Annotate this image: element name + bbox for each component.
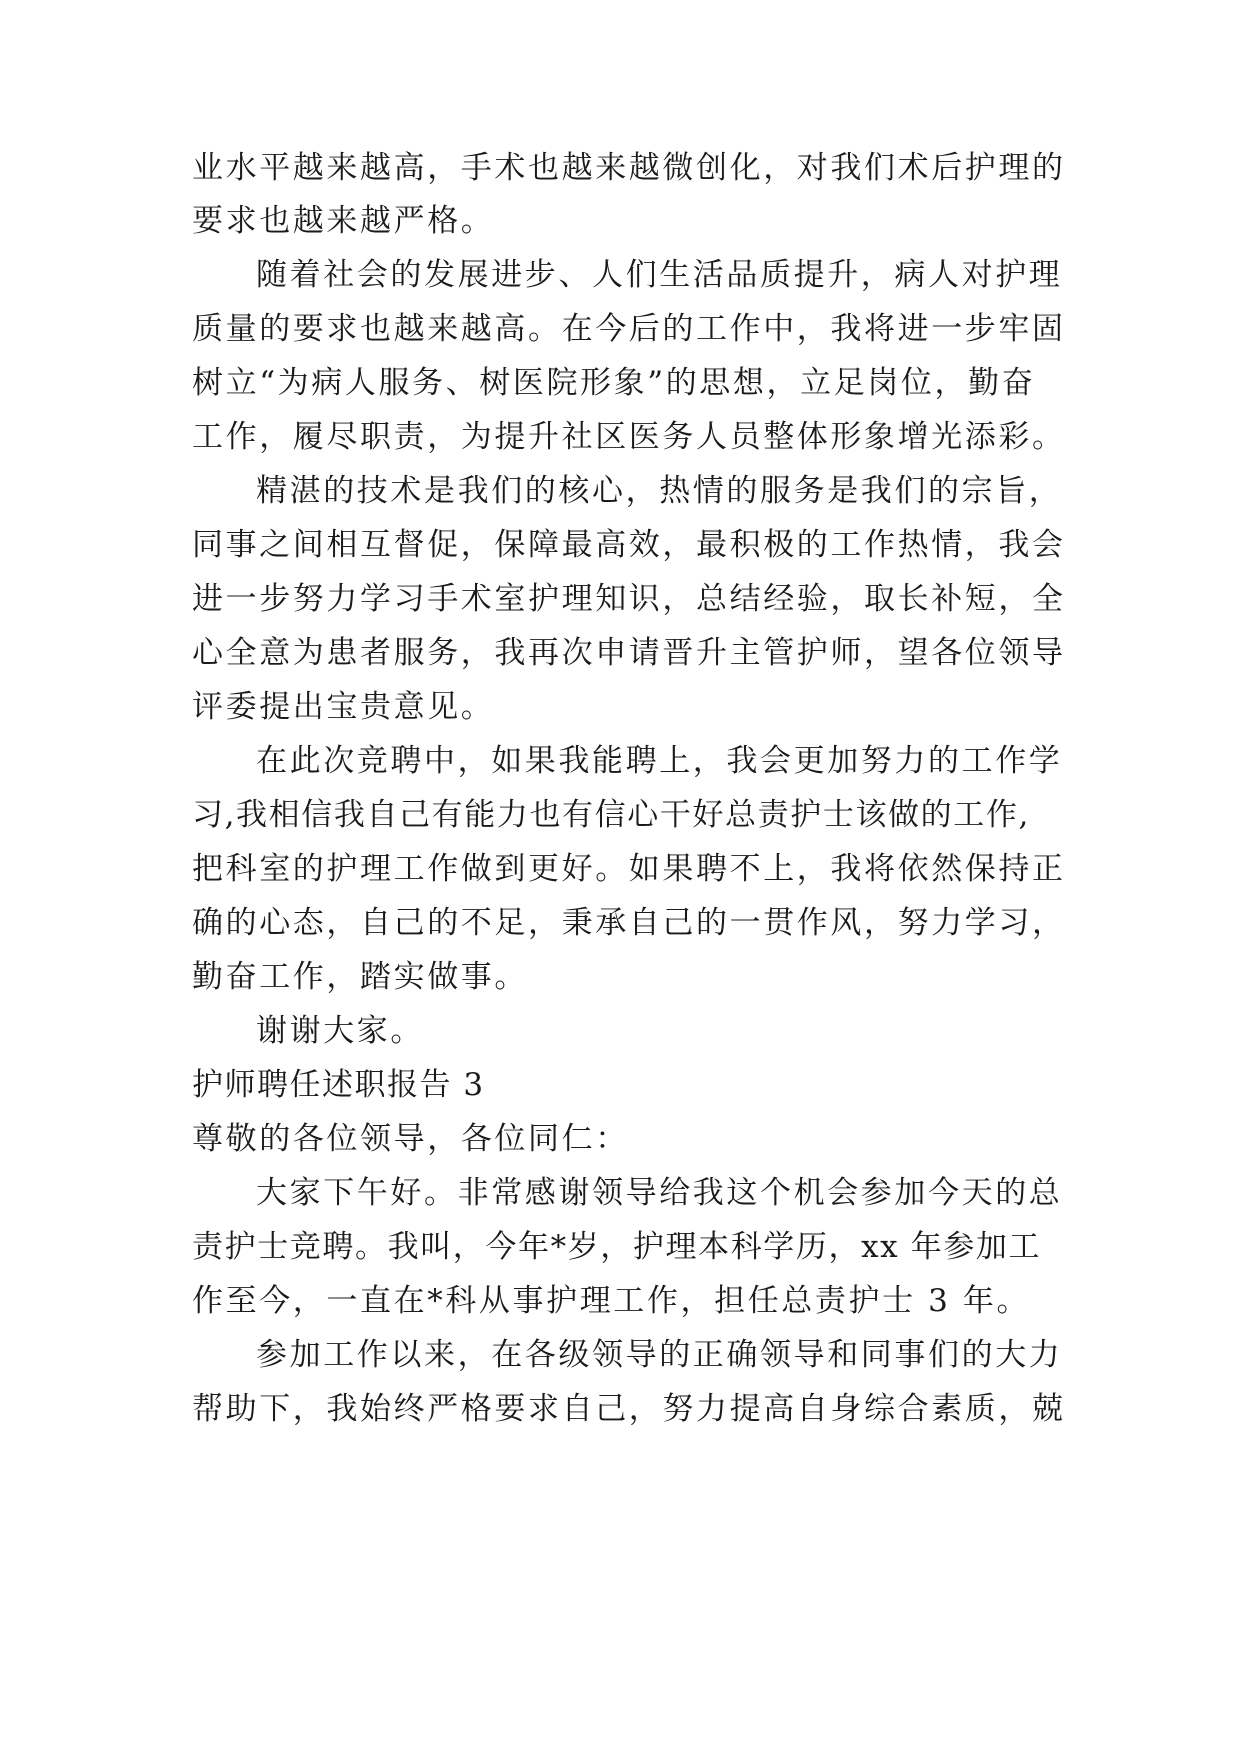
paragraph-first-line: 在此次竞聘中，如果我能聘上，我会更加努力的工作学 (256, 743, 1063, 779)
body-text-line: 树立“为病人服务、树医院形象”的思想，立足岗位，勤奋 (192, 365, 1036, 401)
body-text-line: 同事之间相互督促，保障最高效，最积极的工作热情，我会 (192, 527, 1066, 563)
body-text-line: 质量的要求也越来越高。在今后的工作中，我将进一步牢固 (192, 311, 1066, 347)
body-text-line: 业水平越来越高，手术也越来越微创化，对我们术后护理的 (192, 150, 1066, 186)
paragraph-first-line: 参加工作以来，在各级领导的正确领导和同事们的大力 (256, 1337, 1063, 1373)
body-text-line: 责护士竞聘。我叫，今年*岁，护理本科学历，xx 年参加工 (192, 1229, 1042, 1265)
body-text-line: 把科室的护理工作做到更好。如果聘不上，我将依然保持正 (192, 851, 1066, 887)
body-text-line: 评委提出宝贵意见。 (192, 689, 495, 725)
body-text-line: 进一步努力学习手术室护理知识，总结经验，取长补短，全 (192, 581, 1066, 617)
body-text-line: 作至今，一直在*科从事护理工作，担任总责护士 3 年。 (192, 1283, 1031, 1319)
closing-remark: 谢谢大家。 (256, 1013, 424, 1049)
paragraph-first-line: 随着社会的发展进步、人们生活品质提升，病人对护理 (256, 257, 1063, 293)
body-text-line: 确的心态，自己的不足，秉承自己的一贯作风，努力学习， (192, 905, 1066, 941)
body-text-line: 心全意为患者服务，我再次申请晋升主管护师，望各位领导 (192, 635, 1066, 671)
section-heading: 护师聘任述职报告 3 (192, 1067, 485, 1103)
paragraph-first-line: 大家下午好。非常感谢领导给我这个机会参加今天的总 (256, 1175, 1063, 1211)
body-text-line: 习,我相信我自己有能力也有信心干好总责护士该做的工作, (192, 797, 1030, 833)
body-text-line: 帮助下，我始终严格要求自己，努力提高自身综合素质，兢 (192, 1391, 1066, 1427)
body-text-line: 要求也越来越严格。 (192, 203, 495, 239)
body-text-line: 工作，履尽职责，为提升社区医务人员整体形象增光添彩。 (192, 419, 1066, 455)
salutation: 尊敬的各位领导，各位同仁： (192, 1121, 629, 1157)
body-text-line: 勤奋工作，踏实做事。 (192, 959, 528, 995)
paragraph-first-line: 精湛的技术是我们的核心，热情的服务是我们的宗旨， (256, 473, 1063, 509)
